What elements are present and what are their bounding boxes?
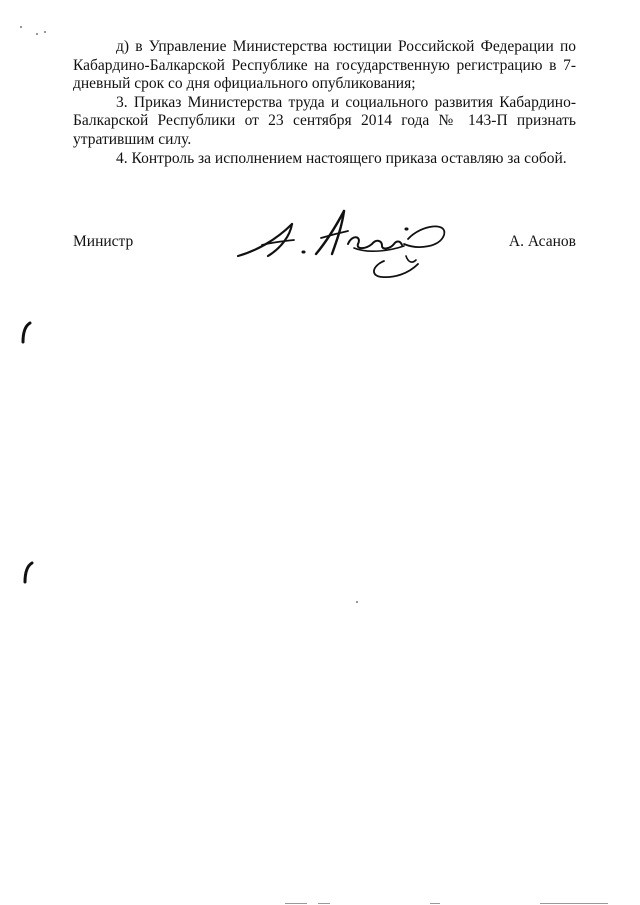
handwritten-signature	[236, 206, 452, 288]
paragraph-registration: д) в Управление Министерства юстиции Российской Федерации по Кабардино-Балкарской Республике на государственную регистрацию в 7-дневный срок со дня официального опубликования;	[73, 38, 576, 93]
signer-position: Министр	[73, 233, 134, 250]
document-body	[73, 38, 576, 168]
paragraph-repeal-order: 3. Приказ Министерства труда и социального развития Кабардино-Балкарской Республики от 23 сентября 2014 года № 143-П признать утратившим силу.	[73, 93, 576, 148]
paragraph-control: 4. Контроль за исполнением настоящего приказа оставляю за собой.	[116, 149, 567, 167]
punch-hole-mark-bottom	[22, 560, 34, 584]
punch-hole-mark-top	[20, 320, 32, 344]
signer-name: А. Асанов	[508, 233, 576, 250]
